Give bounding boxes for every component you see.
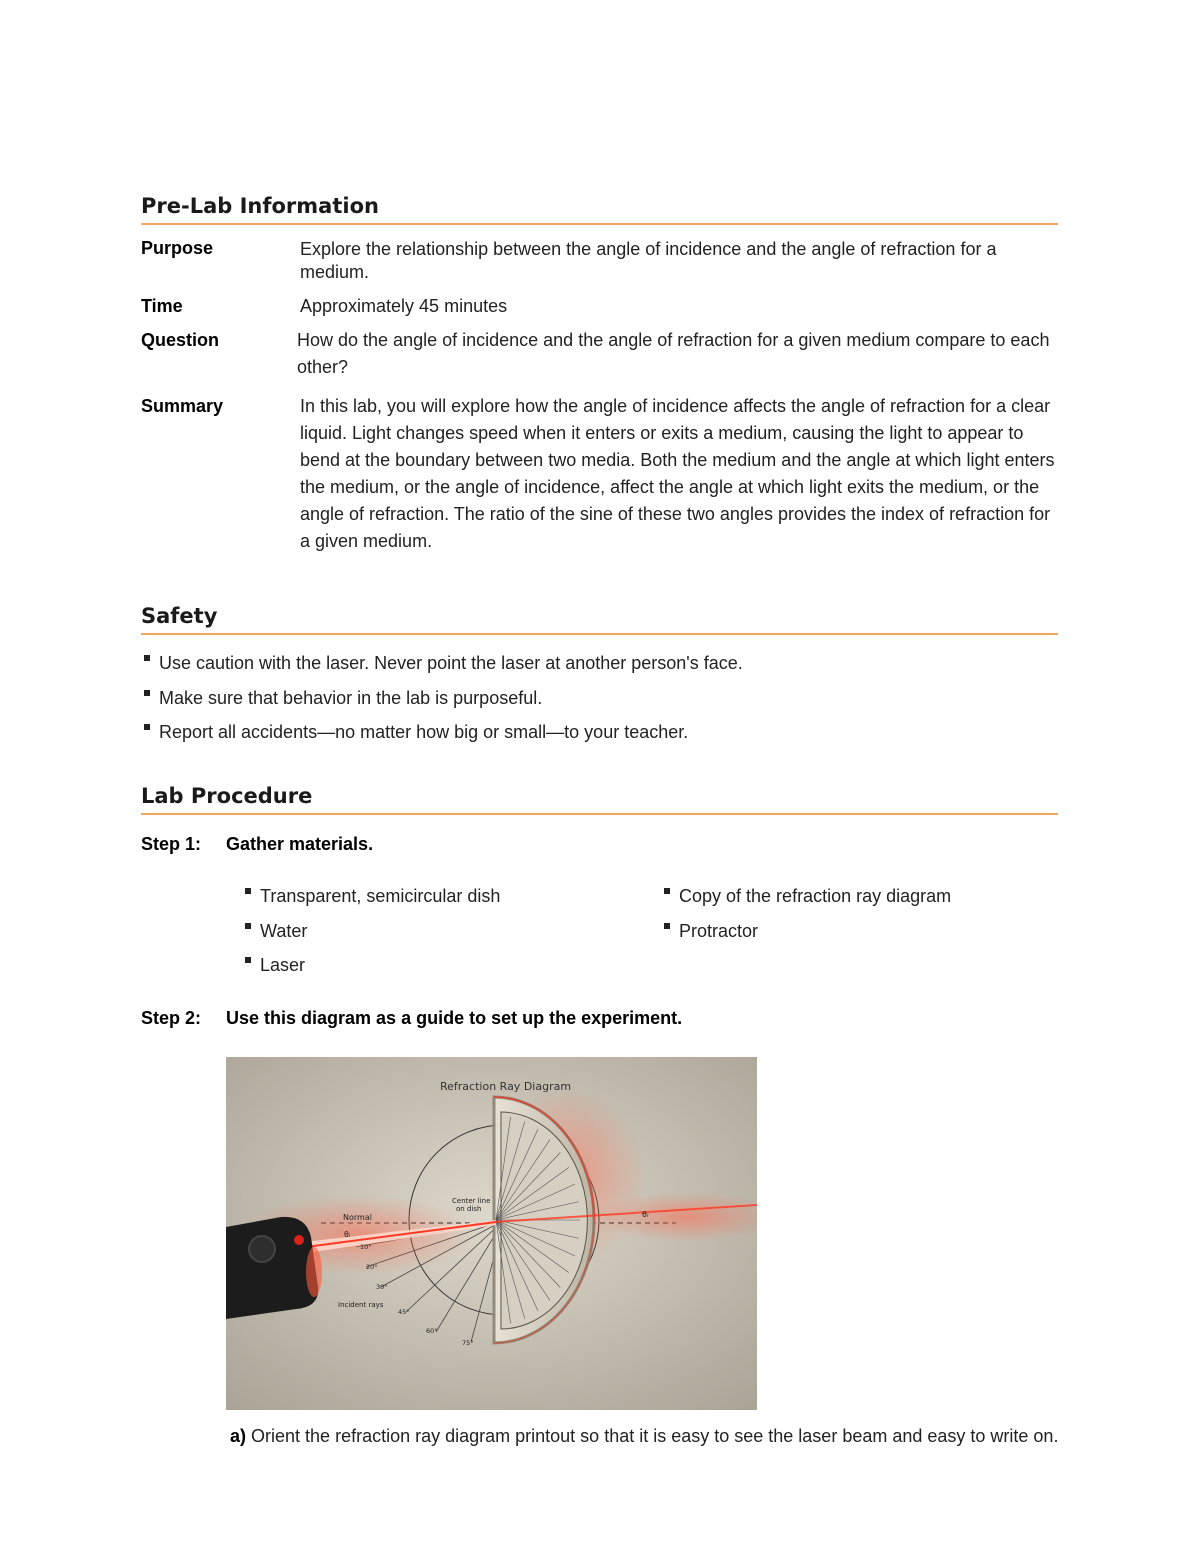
- theta-r-label: θᵣ: [642, 1210, 649, 1219]
- prelab-heading: Pre-Lab Information: [141, 193, 1058, 225]
- list-item: Make sure that behavior in the lab is purposeful.: [141, 681, 743, 716]
- step-1-number: Step 1:: [141, 834, 202, 854]
- purpose-text: Explore the relationship between the angle of incidence and the angle of refraction for a medium.: [300, 239, 997, 282]
- safety-heading: Safety: [141, 603, 1058, 635]
- list-item: Laser: [242, 948, 500, 983]
- procedure-heading: Lab Procedure: [141, 783, 1058, 815]
- list-item: Copy of the refraction ray diagram: [661, 879, 951, 914]
- summary-label: Summary: [141, 396, 224, 416]
- theta-i-label: θᵢ: [344, 1230, 351, 1239]
- refraction-setup-illustration: [226, 1057, 757, 1410]
- purpose-label: Purpose: [141, 238, 214, 258]
- normal-label: Normal: [343, 1213, 372, 1222]
- step-1: [141, 831, 373, 858]
- angle-label: 75°: [462, 1339, 474, 1347]
- center-line-label-1: Center line: [452, 1197, 491, 1205]
- list-item: Transparent, semicircular dish: [242, 879, 500, 914]
- time-text: Approximately 45 minutes: [300, 296, 508, 316]
- sub-step-a-text: Orient the refraction ray diagram printout so that it is easy to see the laser beam and easy to write on.: [251, 1426, 1059, 1446]
- step-2-number: Step 2:: [141, 1008, 202, 1028]
- angle-label: 45°: [398, 1308, 410, 1316]
- step-1-text: Gather materials.: [226, 834, 374, 854]
- question-label: Question: [141, 330, 220, 350]
- diagram-title: Refraction Ray Diagram: [440, 1080, 572, 1093]
- experiment-photo: [226, 1057, 757, 1410]
- step-2-text: Use this diagram as a guide to set up the experiment.: [226, 1008, 683, 1028]
- time-label: Time: [141, 296, 183, 316]
- list-item: Report all accidents—no matter how big or small—to your teacher.: [141, 715, 743, 750]
- summary-text: In this lab, you will explore how the angle of incidence affects the angle of refraction for a clear liquid. Light changes speed when it enters or exits a medium, causing the light to appear to bend at the boundary between two media. Both the medium and the angle at which light enters the medium, or the angle of incidence, affect the angle at which light exits the medium, or the angle of refraction. The ratio of the sine of these two angles provides the index of refraction for a given medium.: [300, 396, 1055, 551]
- materials-list-left: [242, 879, 500, 983]
- list-item: Water: [242, 914, 500, 949]
- angle-label: 60°: [426, 1327, 438, 1335]
- step-2: [141, 1005, 682, 1032]
- angle-label: 20°: [366, 1263, 378, 1271]
- list-item: Protractor: [661, 914, 951, 949]
- center-line-label-2: on dish: [456, 1205, 482, 1213]
- incident-rays-label: Incident rays: [338, 1301, 384, 1309]
- safety-list: [141, 646, 743, 750]
- materials-list-right: [661, 879, 951, 948]
- sub-step-a: [230, 1422, 1098, 1450]
- angle-label: 30°: [376, 1283, 388, 1291]
- angle-label: 10°: [360, 1243, 372, 1251]
- list-item: Use caution with the laser. Never point the laser at another person's face.: [141, 646, 743, 681]
- question-text: How do the angle of incidence and the angle of refraction for a given medium compare to each other?: [297, 330, 1050, 377]
- sub-step-a-label: a): [230, 1426, 247, 1446]
